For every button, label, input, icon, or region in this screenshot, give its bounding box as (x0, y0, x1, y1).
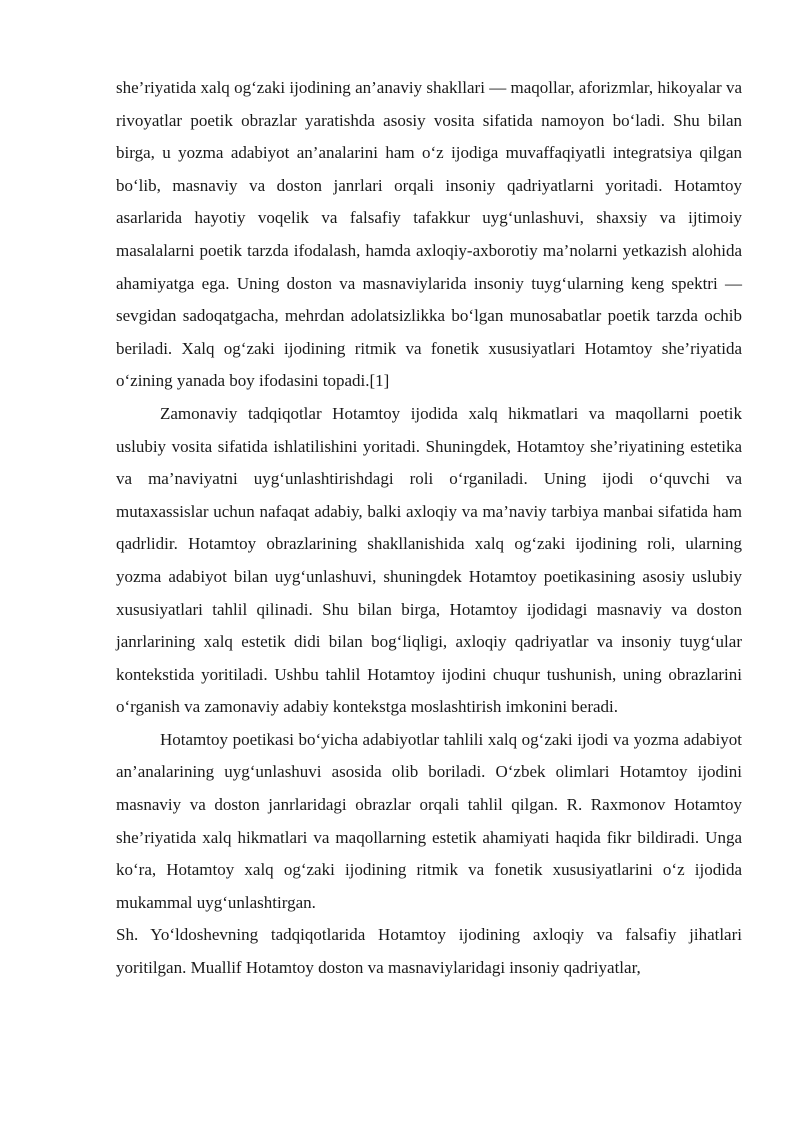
body-paragraph: she’riyatida xalq og‘zaki ijodining an’anaviy shakllari — maqollar, aforizmlar, hikoyalar va rivoyatlar poetik obrazlar yaratishda asosiy vosita sifatida namoyon bo‘ladi. Shu bilan birga, u yozma adabiyot an’analarini ham o‘z ijodiga muvaffaqiyatli integratsiya qilgan bo‘lib, masnaviy va doston janrlari orqali insoniy qadriyatlarni yoritadi. Hotamtoy asarlarida hayotiy voqelik va falsafiy tafakkur uyg‘unlashuvi, shaxsiy va ijtimoiy masalalarni poetik tarzda ifodalash, hamda axloqiy-axborotiy ma’nolarni yetkazish alohida ahamiyatga ega. Uning doston va masnaviylarida insoniy tuyg‘ularning keng spektri — sevgidan sadoqatgacha, mehrdan adolatsizlikka bo‘lgan munosabatlar poetik tarzda ochib beriladi. Xalq og‘zaki ijodining ritmik va fonetik xususiyatlari Hotamtoy she’riyatida o‘zining yanada boy ifodasini topadi.[1] (116, 78, 742, 391)
document-page (116, 72, 742, 985)
body-paragraph: Zamonaviy tadqiqotlar Hotamtoy ijodida xalq hikmatlari va maqollarni poetik uslubiy vosita sifatida ishlatilishini yoritadi. Shuningdek, Hotamtoy she’riyatining estetika va ma’naviyatni uyg‘unlashtirishdagi roli o‘rganiladi. Uning ijodi o‘quvchi va mutaxassislar uchun nafaqat adabiy, balki axloqiy va ma’naviy tarbiya manbai sifatida ham qadrlidir. Hotamtoy obrazlarining shakllanishida xalq og‘zaki ijodining roli, ularning yozma adabiyot bilan uyg‘unlashuvi, shuningdek Hotamtoy poetikasining asosiy uslubiy xususiyatlari tahlil qilinadi. Shu bilan birga, Hotamtoy ijodidagi masnaviy va doston janrlarining xalq estetik didi bilan bog‘liqligi, axloqiy qadriyatlar va insoniy tuyg‘ular kontekstida yoritiladi. Ushbu tahlil Hotamtoy ijodini chuqur tushunish, uning obrazlarini o‘rganish va zamonaviy adabiy kontekstga moslashtirish imkonini beradi. (116, 403, 742, 717)
body-paragraph: Sh. Yo‘ldoshevning tadqiqotlarida Hotamtoy ijodining axloqiy va falsafiy jihatlari yoritilgan. Muallif Hotamtoy doston va masnaviylaridagi insoniy qadriyatlar, (116, 925, 742, 978)
body-paragraph: Hotamtoy poetikasi bo‘yicha adabiyotlar tahlili xalq og‘zaki ijodi va yozma adabiyot an’analarining uyg‘unlashuvi asosida olib boriladi. O‘zbek olimlari Hotamtoy ijodini masnaviy va doston janrlaridagi obrazlar orqali tahlil qilgan. R. Raxmonov Hotamtoy she’riyatida xalq hikmatlari va maqollarning estetik ahamiyati haqida fikr bildiradi. Unga ko‘ra, Hotamtoy xalq og‘zaki ijodining ritmik va fonetik xususiyatlarini o‘z ijodida mukammal uyg‘unlashtirgan. (116, 729, 742, 912)
